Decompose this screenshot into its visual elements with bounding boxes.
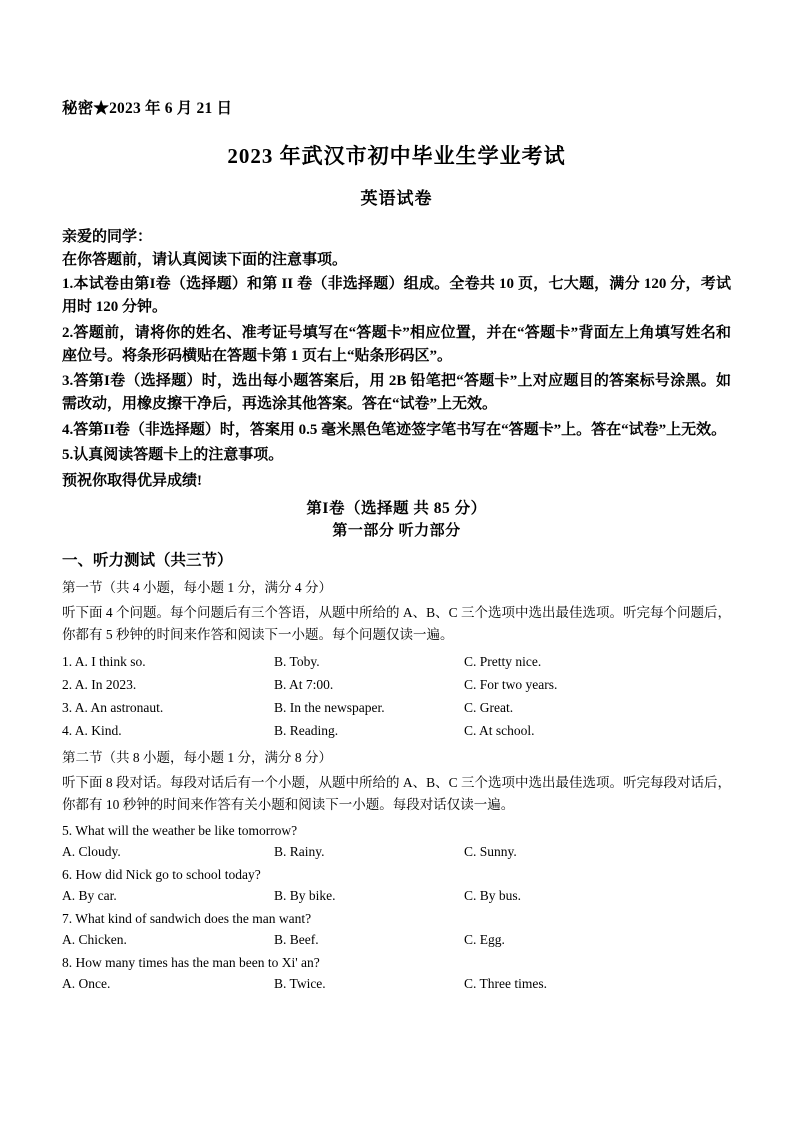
- question-row: [62, 888, 731, 904]
- question-row: [62, 654, 731, 670]
- part-one-heading: 第I卷（选择题 共 85 分）: [306, 500, 487, 517]
- listening-section-heading: 一、听力测试（共三节）: [62, 552, 233, 569]
- option-b: B. In the newspaper.: [274, 699, 385, 715]
- question-row: [62, 976, 731, 992]
- page-title: 2023 年武汉市初中毕业生学业考试: [227, 144, 566, 168]
- option-a: 1. A. I think so.: [62, 653, 146, 669]
- option-b: B. Twice.: [274, 976, 326, 992]
- listening-instruction-one: 听下面 4 个问题。每个问题后有三个答语，从题中所给的 A、B、C 三个选项中选出最佳选项。听完每个问题后，你都有 5 秒钟的时间来作答和阅读下一小题。每个问题仅读一遍。: [62, 605, 732, 642]
- question-row: [62, 844, 731, 860]
- notice-item: 5.认真阅读答题卡上的注意事项。: [62, 446, 284, 463]
- option-a: A. Cloudy.: [62, 844, 121, 860]
- option-a: 3. A. An astronaut.: [62, 699, 164, 715]
- listening-subsection-one: 第一节（共 4 小题，每小题 1 分，满分 4 分）: [62, 580, 332, 595]
- option-c: C. Three times.: [464, 976, 547, 992]
- secret-date-line: 秘密★2023 年 6 月 21 日: [62, 100, 233, 117]
- option-b: B. Beef.: [274, 932, 319, 948]
- option-c: C. Great.: [464, 699, 514, 715]
- option-a: 2. A. In 2023.: [62, 676, 137, 692]
- option-a: 4. A. Kind.: [62, 722, 122, 738]
- option-c: C. For two years.: [464, 676, 558, 692]
- question-row: [62, 932, 731, 948]
- notice-item: 1.本试卷由第I卷（选择题）和第 II 卷（非选择题）组成。全卷共 10 页，七大题，满分 120 分，考试用时 120 分钟。: [62, 276, 731, 316]
- listening-subsection-two: 第二节（共 8 小题，每小题 1 分，满分 8 分）: [62, 749, 332, 765]
- question-stem: 6. How did Nick go to school today?: [62, 867, 261, 883]
- question-row: [62, 723, 731, 739]
- option-c: C. By bus.: [464, 888, 522, 904]
- notice-item: 4.答第II卷（非选择题）时，答案用 0.5 毫米黑色笔迹签字笔书写在“答题卡”上。答在“试卷”上无效。: [62, 421, 727, 438]
- listening-instruction-two: 听下面 8 段对话。每段对话后有一个小题，从题中所给的 A、B、C 三个选项中选出最佳选项。听完每段对话后，你都有 10 秒钟的时间来作答有关小题和阅读下一小题。每段对话仅读一遍。: [62, 774, 732, 812]
- option-b: B. By bike.: [274, 888, 336, 904]
- notice-item: 2.答题前，请将你的姓名、准考证号填写在“答题卡”相应位置，并在“答题卡”背面左上角填写姓名和座位号。将条形码横贴在答题卡第 1 页右上“贴条形码区”。: [62, 324, 731, 364]
- notice-intro: 在你答题前，请认真阅读下面的注意事项。: [62, 252, 348, 268]
- option-c: C. At school.: [464, 722, 535, 738]
- option-a: A. Chicken.: [62, 932, 127, 948]
- question-row: [62, 677, 731, 693]
- option-b: B. Reading.: [274, 722, 339, 738]
- option-b: B. At 7:00.: [274, 676, 334, 692]
- part-one-subheading: 第一部分 听力部分: [332, 523, 461, 539]
- option-a: A. By car.: [62, 888, 117, 904]
- option-a: A. Once.: [62, 976, 111, 992]
- option-c: C. Sunny.: [464, 844, 517, 860]
- question-row: [62, 700, 731, 716]
- option-c: C. Egg.: [464, 932, 505, 948]
- question-stem: 8. How many times has the man been to Xi' an?: [62, 955, 320, 971]
- page-subtitle: 英语试卷: [360, 189, 433, 208]
- question-stem: 5. What will the weather be like tomorrow?: [62, 823, 298, 839]
- wish-line: 预祝你取得优异成绩!: [62, 473, 202, 489]
- notice-item: 3.答第I卷（选择题）时，选出每小题答案后，用 2B 铅笔把“答题卡”上对应题目的答案标号涂黑。如需改动，用橡皮擦干净后，再选涂其他答案。答在“试卷”上无效。: [62, 373, 731, 413]
- option-c: C. Pretty nice.: [464, 653, 542, 669]
- greeting-line: 亲爱的同学：: [62, 229, 153, 245]
- option-b: B. Rainy.: [274, 844, 325, 860]
- option-b: B. Toby.: [274, 653, 320, 669]
- question-stem: 7. What kind of sandwich does the man want?: [62, 911, 312, 927]
